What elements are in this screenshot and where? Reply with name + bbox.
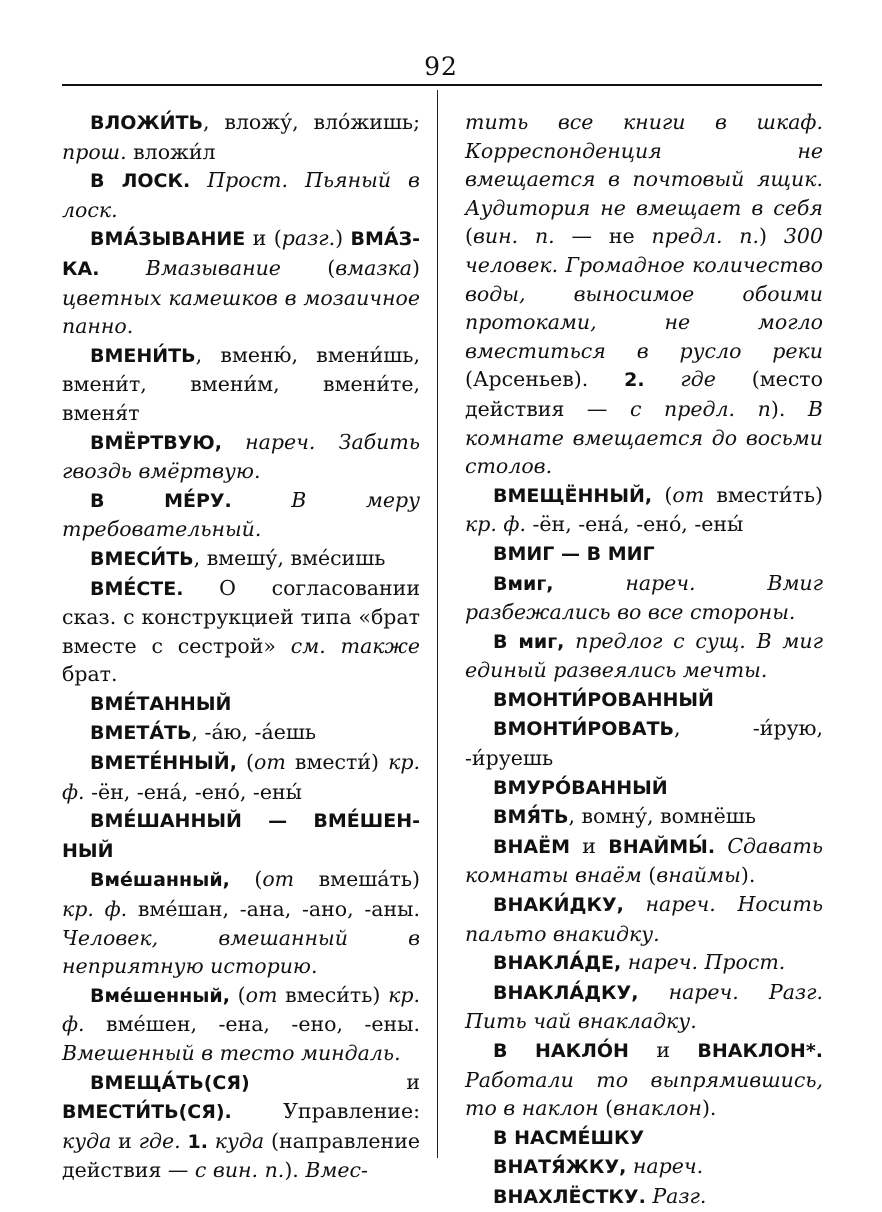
header-rule xyxy=(62,84,822,86)
headword: ВМОНТИ́РОВАННЫЙ xyxy=(493,688,714,711)
headword: ВМЯ́ТЬ xyxy=(493,806,569,829)
column-divider xyxy=(437,90,438,1158)
entry-text: ). xyxy=(284,1158,306,1183)
entry-text xyxy=(553,571,625,595)
entry-text: , вмешу́, вме́сишь xyxy=(193,545,386,570)
italic-text: цветных камешков в мозаичное панно. xyxy=(62,285,420,339)
headword: ВМЕ́ШАННЫЙ — ВМЕ́ШЕН-НЫЙ xyxy=(62,810,420,862)
headword: ВМЕТА́ТЬ xyxy=(90,722,192,745)
entry-text: вме́шен, -ена, -ено, -ены. xyxy=(84,1012,420,1037)
entry-text: ). xyxy=(770,396,808,421)
italic-text: Прост. Пьяный в лоск. xyxy=(62,168,420,222)
dictionary-entry xyxy=(465,539,823,569)
dictionary-entry xyxy=(62,486,420,544)
entry-text: вмести́) xyxy=(285,750,389,775)
italic-text: нареч. xyxy=(632,1154,704,1179)
entry-text xyxy=(564,629,575,653)
entry-text xyxy=(181,1129,188,1153)
entry-text: ( xyxy=(229,867,263,892)
headword: ВМИГ — В МИГ xyxy=(493,542,655,565)
italic-text: Сдавать комнаты внаём xyxy=(465,833,823,888)
italic-text: тить все книги в шкаф. Корреспонденция не вмещается в почтовый ящик. Аудитория не вмещает в себя xyxy=(465,110,823,220)
entry-text: О согласовании сказ. с конструкцией типа «брат вместе с сестрой» xyxy=(62,575,420,658)
italic-text: В меру требовательный. xyxy=(62,487,420,542)
italic-text: 300 человек. Громадное количество воды, выносимое обоими протоками, не могло вместиться в русло реки xyxy=(465,224,823,363)
dictionary-entry xyxy=(465,802,823,832)
entry-text: (Арсеньев). xyxy=(465,367,625,392)
italic-text: кр. ф. xyxy=(62,897,128,922)
entry-text: и xyxy=(111,1128,139,1153)
dictionary-entry xyxy=(62,806,420,865)
entry-text xyxy=(638,980,668,1004)
italic-text: кр. ф. xyxy=(62,982,421,1037)
dictionary-entry xyxy=(62,748,420,806)
dictionary-entry xyxy=(62,544,420,574)
entry-text: — не xyxy=(554,224,652,249)
headword: ВМЕСИ́ТЬ xyxy=(90,547,194,570)
entry-text: , -и́рую, -и́руешь xyxy=(465,716,823,771)
headword: ВМЕ́СТЕ. xyxy=(90,577,184,600)
entry-text: ( xyxy=(465,224,473,249)
italic-text: от xyxy=(262,867,295,892)
headword: ВНАЙМЫ́. xyxy=(608,835,716,858)
dictionary-entry xyxy=(465,773,823,803)
italic-text: Вмазывание xyxy=(145,255,281,280)
italic-text: вин. п. xyxy=(473,224,555,249)
entry-text: , -а́ю, -а́ешь xyxy=(191,720,317,745)
dictionary-entry xyxy=(62,689,420,719)
dictionary-entry xyxy=(465,1182,823,1212)
italic-text: нареч. Вмиг разбежались во все стороны. xyxy=(465,570,823,625)
headword: ВМОНТИ́РОВАТЬ xyxy=(493,718,675,741)
italic-text: Вмешенный в тесто миндаль. xyxy=(62,1041,401,1065)
dictionary-entry xyxy=(62,341,420,428)
entry-text: вме́шан, -ана, -ано, -аны. xyxy=(127,897,420,922)
headword: Вме́шенный, xyxy=(90,984,230,1007)
entry-text: и xyxy=(249,1069,420,1094)
italic-text: внаймы xyxy=(656,863,741,888)
italic-text: Разг. xyxy=(652,1183,707,1208)
headword: ВМЕСТИ́ТЬ(СЯ). xyxy=(62,1101,232,1124)
headword: В НАСМЕ́ШКУ xyxy=(493,1126,645,1149)
italic-text: где xyxy=(680,367,716,392)
headword: ВМУРО́ВАННЫЙ xyxy=(493,776,668,799)
entry-text xyxy=(99,256,145,280)
dictionary-entry xyxy=(62,166,420,224)
dictionary-entry xyxy=(465,832,823,890)
entry-text xyxy=(222,430,245,454)
entry-text: и xyxy=(569,833,609,858)
entry-text xyxy=(232,488,292,512)
entry-text: и xyxy=(628,1038,698,1062)
headword: ВМА́ЗЫВАНИЕ xyxy=(90,228,246,251)
italic-text: куда xyxy=(62,1128,112,1153)
dictionary-entry xyxy=(465,481,823,539)
entry-text: брат. xyxy=(62,662,118,687)
italic-text: от xyxy=(254,750,286,775)
dictionary-entry xyxy=(465,685,823,715)
headword: ВМЁРТВУЮ, xyxy=(90,431,222,454)
headword: ВЛОЖИ́ТЬ xyxy=(90,112,204,134)
entry-text: вмеша́ть) xyxy=(294,867,420,892)
dictionary-entry xyxy=(62,108,420,166)
left-column xyxy=(62,108,420,1185)
entry-text xyxy=(624,892,646,916)
dictionary-entry xyxy=(465,948,823,978)
entry-text: , вложу́, вло́жишь; xyxy=(203,110,420,134)
dictionary-entry xyxy=(465,1036,823,1123)
italic-text: Человек, вмешанный в неприятную историю. xyxy=(62,925,420,979)
headword: ВНАКЛОН*. xyxy=(697,1040,823,1062)
entry-text: ( xyxy=(641,863,657,888)
italic-text: В комнате вмещается до восьми столов. xyxy=(465,396,823,479)
headword: ВНАКЛА́ДКУ, xyxy=(493,981,639,1004)
italic-text: от xyxy=(245,982,278,1007)
entry-text xyxy=(190,168,207,192)
entry-text: ( xyxy=(598,1096,614,1121)
entry-text: ) xyxy=(335,226,351,251)
headword: 1. xyxy=(187,1130,208,1153)
headword: ВНАКЛА́ДЕ, xyxy=(493,952,622,975)
entry-text: ) xyxy=(412,255,420,280)
italic-text: с вин. п. xyxy=(194,1158,285,1183)
entry-text: ). xyxy=(701,1096,717,1121)
italic-text: от xyxy=(672,482,705,507)
headword: ВМЕЩЁННЫЙ, xyxy=(493,484,653,507)
dictionary-entry xyxy=(62,1068,420,1185)
entry-text: Управление: xyxy=(231,1099,420,1124)
headword: ВМА́З-КА. xyxy=(62,228,421,280)
entry-text: ( xyxy=(236,750,255,775)
italic-text: нареч. Разг. Пить чай внакладку. xyxy=(465,979,823,1034)
italic-text: нареч. Забить гвоздь вмёртвую. xyxy=(62,429,420,484)
entry-text xyxy=(645,367,681,391)
italic-text: кр. ф. xyxy=(465,512,526,537)
headword: В МЕ́РУ. xyxy=(90,489,232,512)
entry-text: (место действия — xyxy=(465,367,823,421)
entry-text: ). xyxy=(740,863,756,888)
italic-text: см. также xyxy=(290,633,420,658)
headword: ВНАЁМ xyxy=(493,835,570,858)
italic-text: предлог с сущ. В миг единый развеялись мечты. xyxy=(465,628,823,683)
headword: ВМЕТЕ́ННЫЙ, xyxy=(90,752,237,775)
italic-text: нареч. Прост. xyxy=(627,950,786,975)
italic-text: вмазка xyxy=(335,255,412,280)
headword: Вме́шанный, xyxy=(90,869,230,892)
italic-text: с предл. п xyxy=(630,396,771,421)
dictionary-entry xyxy=(465,569,823,627)
headword: В ЛОСК. xyxy=(90,170,191,193)
dictionary-entry xyxy=(465,108,823,481)
headword: ВМЕ́ТАННЫЙ xyxy=(90,692,232,715)
headword: ВНАТЯ́ЖКУ, xyxy=(493,1156,627,1179)
entry-text xyxy=(208,1129,215,1153)
headword: ВНАКИ́ДКУ, xyxy=(493,894,624,917)
entry-text: ( xyxy=(652,482,673,507)
headword: 2. xyxy=(624,369,645,392)
page-number: 92 xyxy=(424,52,458,81)
dictionary-entry xyxy=(62,981,420,1068)
entry-text: вложи́л xyxy=(126,139,216,164)
italic-text: внаклон xyxy=(613,1096,702,1121)
italic-text: предл. п. xyxy=(651,224,760,249)
headword: ВНАХЛЁСТКУ. xyxy=(493,1185,646,1208)
headword: ВМЕЩА́ТЬ(СЯ) xyxy=(90,1071,250,1094)
dictionary-entry xyxy=(62,865,420,980)
entry-text: ( xyxy=(280,255,336,280)
entry-text: , вомну́, вомнёшь xyxy=(568,804,756,829)
headword: В миг, xyxy=(493,630,565,653)
entry-text: (направление действия — xyxy=(62,1128,420,1183)
italic-text: Вмес- xyxy=(305,1158,368,1183)
italic-text: разг. xyxy=(281,226,336,251)
dictionary-entry xyxy=(62,224,420,340)
italic-text: куда xyxy=(214,1128,265,1153)
entry-text: ) xyxy=(759,224,784,249)
italic-text: прош. xyxy=(62,139,127,164)
italic-text: нареч. Носить пальто внакидку. xyxy=(465,892,823,946)
dictionary-entry xyxy=(465,714,823,772)
entry-text: , вменю́, вмени́шь, вмени́т, вмени́м, вмени́те, вменя́т xyxy=(62,342,420,425)
dictionary-entry xyxy=(465,978,823,1036)
dictionary-entry xyxy=(62,718,420,748)
entry-text: -ён, -ена́, -ено́, -ены́ xyxy=(525,512,744,537)
right-column xyxy=(465,108,823,1212)
italic-text: кр. ф. xyxy=(62,750,421,804)
dictionary-entry xyxy=(465,627,823,685)
dictionary-entry xyxy=(62,574,420,689)
headword: ВМЕНИ́ТЬ xyxy=(90,344,196,367)
entry-text: и ( xyxy=(245,226,282,251)
italic-text: где. xyxy=(138,1128,181,1153)
dictionary-entry xyxy=(465,1123,823,1153)
entry-text: вмести́ть) xyxy=(704,482,824,507)
dictionary-entry xyxy=(465,1152,823,1182)
entry-text xyxy=(715,834,727,858)
headword: В НАКЛО́Н xyxy=(493,1040,629,1062)
headword: Вмиг, xyxy=(493,572,554,595)
entry-text: -ён, -ена́, -ено́, -ены́ xyxy=(84,779,302,804)
dictionary-entry xyxy=(465,890,823,948)
entry-text: вмеси́ть) xyxy=(277,982,389,1007)
italic-text: Работали то выпрямившись, то в наклон xyxy=(465,1067,823,1121)
entry-text: ( xyxy=(229,982,246,1007)
dictionary-entry xyxy=(62,428,420,486)
